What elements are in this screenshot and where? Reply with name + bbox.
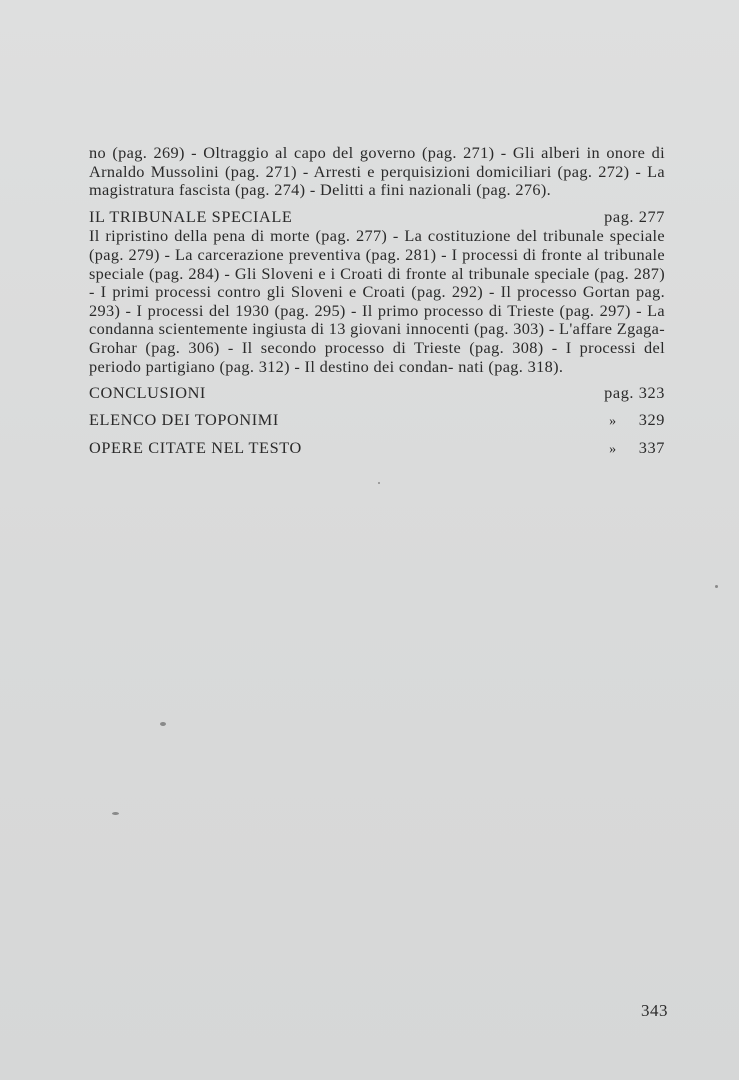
toc-entry-opere-citate — [89, 439, 665, 460]
toc-entry-title: CONCLUSIONI — [89, 383, 206, 403]
toc-entry-title: ELENCO DEI TOPONIMI — [89, 409, 279, 429]
toc-entry-page-ref — [609, 411, 665, 432]
toc-entry-page: pag. 277 — [604, 206, 665, 226]
toc-entry-elenco-toponimi — [89, 411, 665, 432]
toc-continued-paragraph: no (pag. 269) - Oltraggio al capo del governo (pag. 271) - Gli alberi in onore di Arnaldo Mussolini (pag. 271) - Arresti e perquisizioni domiciliari (pag. 272) - La magistratura fascista (pag. 274) - Delitti a fini nazionali (pag. 276). — [89, 143, 665, 200]
toc-entry-title: OPERE CITATE NEL TESTO — [89, 438, 302, 458]
toc-entry-page-ref — [609, 439, 665, 460]
toc-entry-description: Il ripristino della pena di morte (pag. 277) - La costituzione del tribunale speciale (pag. 279) - La carcerazione preventiva (pag. 281) - I processi di fronte al tribunale speciale (pag. 284) - Gli Sloveni e i Croati di fronte al tribunale speciale (pag. 287) - I primi processi contro gli Sloveni e Croati (pag. 292) - Il processo Gortan pag. 293) - I processi del 1930 (pag. 295) - Il primo processo di Trieste (pag. 297) - La condanna scientemente ingiusta di 13 giovani innocenti (pag. 303) - L'affare Zgaga-Grohar (pag. 306) - Il secondo processo di Trieste (pag. 308) - I processi del periodo partigiano (pag. 312) - Il destino dei condan- nati (pag. 318). — [89, 226, 666, 376]
paper-speck — [160, 722, 166, 726]
toc-entry-tribunale-speciale — [89, 208, 665, 227]
toc-entry-page: 337 — [638, 438, 665, 458]
toc-entry-page: pag. 323 — [604, 383, 665, 403]
page-number: 343 — [641, 1001, 668, 1020]
paper-speck — [378, 482, 380, 484]
table-of-contents — [89, 144, 665, 460]
toc-entry-conclusioni — [89, 384, 665, 403]
paper-speck — [715, 585, 718, 588]
toc-entry-title: IL TRIBUNALE SPECIALE — [89, 206, 293, 226]
ditto-mark: » — [609, 442, 617, 458]
ditto-mark: » — [609, 413, 617, 429]
paper-speck — [112, 812, 119, 815]
toc-entry-page: 329 — [638, 409, 665, 429]
